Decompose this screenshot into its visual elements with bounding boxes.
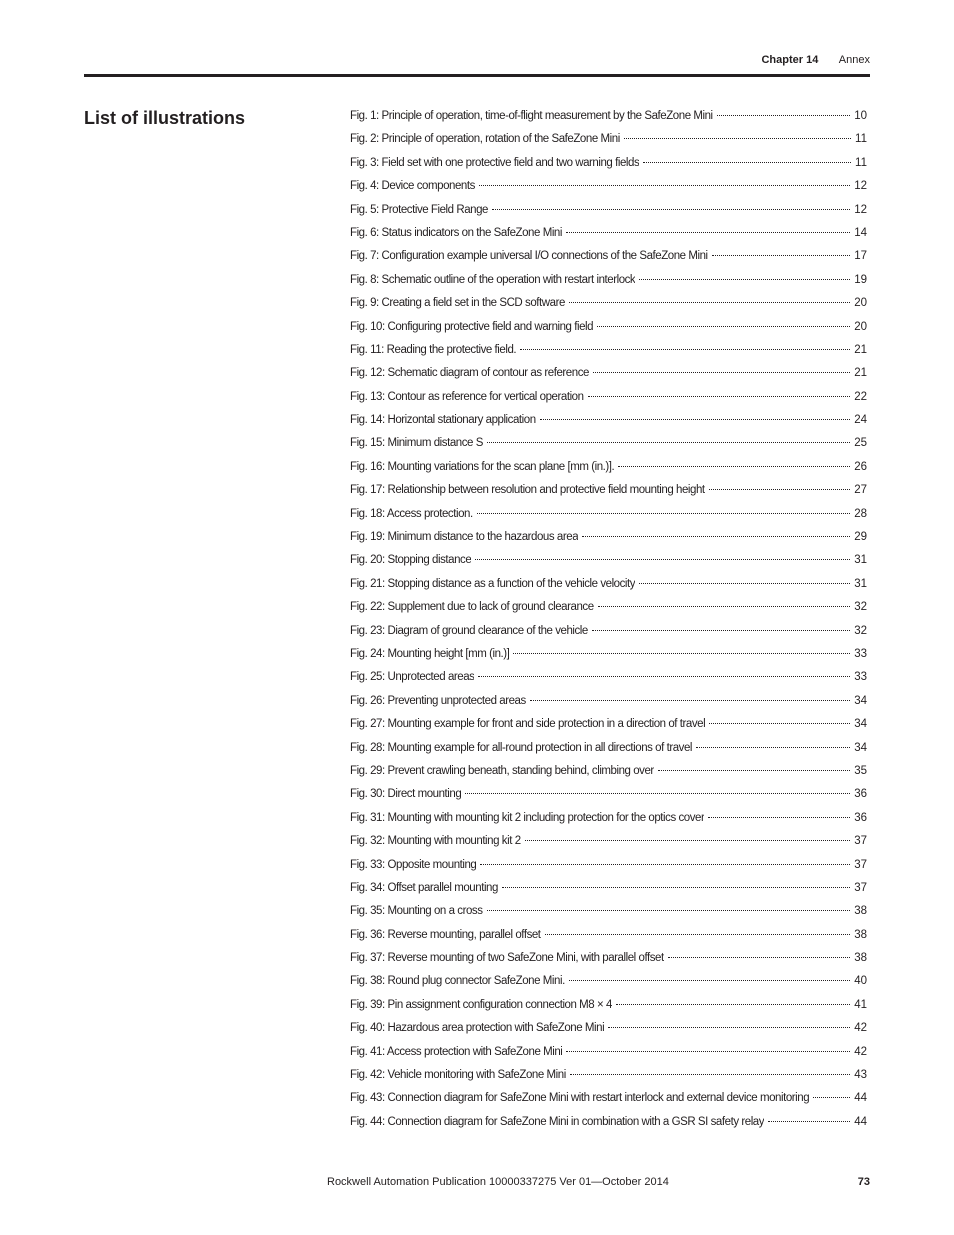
dot-leader [708,817,850,818]
dot-leader [492,209,850,210]
dot-leader [608,1027,850,1028]
toc-entry-label: Fig. 22: Supplement due to lack of ground clearance [350,601,594,614]
toc-entry-page: 19 [854,273,867,286]
toc-entry[interactable] [350,1017,867,1040]
dot-leader [639,279,850,280]
toc-entry[interactable] [350,924,867,947]
toc-entry-page: 20 [854,320,867,333]
toc-entry[interactable] [350,783,867,806]
toc-entry-label: Fig. 8: Schematic outline of the operation with restart interlock [350,273,636,286]
toc-entry-page: 14 [854,226,867,239]
dot-leader [477,513,850,514]
toc-entry[interactable] [350,222,867,245]
dot-leader [593,372,850,373]
publication-info: Rockwell Automation Publication 10000337275 Ver 01—October 2014 [327,1176,669,1188]
dot-leader [525,840,851,841]
toc-entry-label: Fig. 44: Connection diagram for SafeZone Mini in combination with a GSR SI safety relay [350,1115,765,1128]
toc-entry-label: Fig. 32: Mounting with mounting kit 2 [350,835,521,848]
dot-leader [582,536,850,537]
toc-entry[interactable] [350,152,867,175]
toc-entry-page: 29 [854,531,867,544]
toc-entry-page: 44 [854,1115,867,1128]
toc-entry[interactable] [350,269,867,292]
toc-entry[interactable] [350,830,867,853]
toc-entry-label: Fig. 34: Offset parallel mounting [350,881,498,894]
toc-entry-page: 34 [854,694,867,707]
toc-entry-label: Fig. 36: Reverse mounting, parallel offset [350,928,541,941]
toc-entry[interactable] [350,409,867,432]
toc-entry[interactable] [350,105,867,128]
toc-entry-page: 34 [854,741,867,754]
toc-entry-label: Fig. 23: Diagram of ground clearance of the vehicle [350,624,588,637]
toc-entry-page: 38 [854,928,867,941]
dot-leader [588,396,851,397]
dot-leader [475,559,850,560]
toc-entry-page: 11 [855,133,867,146]
toc-entry-label: Fig. 19: Minimum distance to the hazardous area [350,531,579,544]
toc-entry-page: 33 [854,647,867,660]
toc-entry-label: Fig. 33: Opposite mounting [350,858,477,871]
dot-leader [566,1051,850,1052]
toc-entry[interactable] [350,807,867,830]
toc-entry[interactable] [350,316,867,339]
toc-entry-page: 25 [854,437,867,450]
toc-entry-label: Fig. 10: Configuring protective field and warning field [350,320,594,333]
toc-entry[interactable] [350,900,867,923]
dot-leader [598,606,851,607]
header-rule [84,74,870,77]
toc-entry-label: Fig. 18: Access protection. [350,507,473,520]
toc-entry-page: 10 [854,110,867,122]
toc-entry-label: Fig. 38: Round plug connector SafeZone Mini. [350,975,565,988]
dot-leader [618,466,850,467]
toc-entry-label: Fig. 14: Horizontal stationary application [350,414,536,427]
toc-entry-page: 17 [854,250,867,263]
toc-entry[interactable] [350,128,867,151]
toc-entry-label: Fig. 26: Preventing unprotected areas [350,694,526,707]
dot-leader [592,630,850,631]
toc-entry-page: 38 [854,905,867,918]
toc-entry-page: 43 [854,1069,867,1082]
toc-entry-label: Fig. 3: Field set with one protective field and two warning fields [350,156,640,169]
toc-entry-page: 24 [854,414,867,427]
dot-leader [709,723,850,724]
dot-leader [530,700,850,701]
toc-entry-label: Fig. 20: Stopping distance [350,554,472,567]
toc-entry-label: Fig. 25: Unprotected areas [350,671,475,684]
dot-leader [540,419,851,420]
toc-entry-page: 42 [854,1045,867,1058]
toc-entry[interactable] [350,877,867,900]
dot-leader [696,747,850,748]
dot-leader [487,910,851,911]
toc-entry-label: Fig. 35: Mounting on a cross [350,905,483,918]
toc-entry[interactable] [350,713,867,736]
dot-leader [712,255,851,256]
toc-entry[interactable] [350,970,867,993]
toc-entry-page: 32 [854,601,867,614]
toc-entry-label: Fig. 2: Principle of operation, rotation of the SafeZone Mini [350,133,620,146]
toc-entry-page: 20 [854,297,867,310]
toc-entry-page: 38 [854,952,867,965]
toc-entry-label: Fig. 30: Direct mounting [350,788,462,801]
toc-entry-label: Fig. 7: Configuration example universal I/O connections of the SafeZone Mini [350,250,708,263]
toc-entry-label: Fig. 5: Protective Field Range [350,203,488,216]
toc-entry[interactable] [350,245,867,268]
toc-entry-label: Fig. 27: Mounting example for front and side protection in a direction of travel [350,718,706,731]
toc-entry-page: 22 [854,390,867,403]
toc-entry-page: 26 [854,460,867,473]
toc-entry[interactable] [350,1111,867,1134]
toc-entry[interactable] [350,666,867,689]
dot-leader [545,934,851,935]
toc-entry[interactable] [350,994,867,1017]
dot-leader [643,162,851,163]
toc-entry-page: 37 [854,881,867,894]
toc-entry-page: 42 [854,1022,867,1035]
toc-entry-label: Fig. 12: Schematic diagram of contour as reference [350,367,589,380]
toc-entry-label: Fig. 24: Mounting height [mm (in.)] [350,647,510,660]
toc-entry-page: 28 [854,507,867,520]
toc-entry[interactable] [350,760,867,783]
toc-entry[interactable] [350,1041,867,1064]
toc-entry-label: Fig. 42: Vehicle monitoring with SafeZone Mini [350,1069,566,1082]
dot-leader [479,185,850,186]
toc-entry-label: Fig. 16: Mounting variations for the scan plane [mm (in.)]. [350,460,615,473]
toc-entry-label: Fig. 6: Status indicators on the SafeZone Mini [350,226,562,239]
list-of-illustrations [350,105,867,1134]
dot-leader [658,770,850,771]
toc-entry[interactable] [350,175,867,198]
toc-entry[interactable] [350,503,867,526]
toc-entry[interactable] [350,549,867,572]
toc-entry-page: 44 [854,1092,867,1105]
dot-leader [768,1121,850,1122]
toc-entry-page: 36 [854,811,867,824]
dot-leader [478,676,850,677]
toc-entry-label: Fig. 11: Reading the protective field. [350,343,517,356]
toc-entry-label: Fig. 15: Minimum distance S [350,437,483,450]
dot-leader [480,864,850,865]
toc-entry[interactable] [350,456,867,479]
toc-entry-page: 37 [854,858,867,871]
dot-leader [624,138,851,139]
toc-entry-label: Fig. 9: Creating a field set in the SCD software [350,297,565,310]
toc-entry-label: Fig. 37: Reverse mounting of two SafeZone Mini, with parallel offset [350,952,664,965]
dot-leader [597,326,850,327]
dot-leader [570,1074,850,1075]
toc-entry[interactable] [350,479,867,502]
dot-leader [502,887,850,888]
toc-entry-page: 33 [854,671,867,684]
toc-entry[interactable] [350,596,867,619]
toc-entry[interactable] [350,690,867,713]
toc-entry-page: 11 [855,156,867,169]
page-title: List of illustrations [84,108,246,128]
toc-entry-page: 36 [854,788,867,801]
toc-entry-label: Fig. 4: Device components [350,180,475,193]
toc-entry[interactable] [350,292,867,315]
dot-leader [668,957,850,958]
toc-entry[interactable] [350,947,867,970]
section-label: Annex [838,54,870,66]
page-header [761,52,870,68]
toc-entry[interactable] [350,526,867,549]
dot-leader [487,442,850,443]
toc-entry-page: 21 [854,367,867,380]
dot-leader [513,653,850,654]
toc-entry-page: 34 [854,718,867,731]
toc-entry-label: Fig. 28: Mounting example for all-round protection in all directions of travel [350,741,693,754]
dot-leader [465,793,850,794]
toc-entry[interactable] [350,1087,867,1110]
toc-entry-page: 40 [854,975,867,988]
toc-entry[interactable] [350,620,867,643]
toc-entry-page: 12 [854,203,867,216]
dot-leader [569,980,850,981]
toc-entry-label: Fig. 17: Relationship between resolution and protective field mounting height [350,484,705,497]
dot-leader [520,349,850,350]
toc-entry-page: 31 [854,554,867,567]
dot-leader [569,302,850,303]
dot-leader [717,115,851,116]
toc-entry-page: 32 [854,624,867,637]
dot-leader [709,489,851,490]
toc-entry-page: 41 [854,998,867,1011]
toc-entry-page: 35 [854,764,867,777]
toc-entry[interactable] [350,386,867,409]
chapter-label: Chapter 14 [761,54,819,66]
toc-entry-label: Fig. 31: Mounting with mounting kit 2 including protection for the optics cover [350,811,705,824]
toc-entry-label: Fig. 41: Access protection with SafeZone Mini [350,1045,563,1058]
toc-entry[interactable] [350,737,867,760]
toc-entry[interactable] [350,432,867,455]
toc-entry-page: 27 [854,484,867,497]
toc-entry-label: Fig. 13: Contour as reference for vertical operation [350,390,584,403]
toc-entry[interactable] [350,854,867,877]
toc-entry-page: 37 [854,835,867,848]
toc-entry-label: Fig. 39: Pin assignment configuration connection M8 × 4 [350,998,612,1011]
dot-leader [813,1097,850,1098]
dot-leader [616,1004,850,1005]
toc-entry-page: 21 [854,343,867,356]
toc-entry-label: Fig. 43: Connection diagram for SafeZone Mini with restart interlock and external device monitoring [350,1092,810,1105]
toc-entry[interactable] [350,339,867,362]
toc-entry-page: 12 [854,180,867,193]
toc-entry[interactable] [350,643,867,666]
toc-entry[interactable] [350,573,867,596]
page-number: 73 [857,1176,870,1188]
toc-entry[interactable] [350,199,867,222]
toc-entry-page: 31 [854,577,867,590]
toc-entry[interactable] [350,362,867,385]
toc-entry-label: Fig. 21: Stopping distance as a function of the vehicle velocity [350,577,636,590]
toc-entry-label: Fig. 40: Hazardous area protection with SafeZone Mini [350,1022,605,1035]
dot-leader [639,583,850,584]
toc-entry-label: Fig. 29: Prevent crawling beneath, standing behind, climbing over [350,764,654,777]
dot-leader [566,232,850,233]
toc-entry-label: Fig. 1: Principle of operation, time-of-flight measurement by the SafeZone Mini [350,110,713,122]
toc-entry[interactable] [350,1064,867,1087]
